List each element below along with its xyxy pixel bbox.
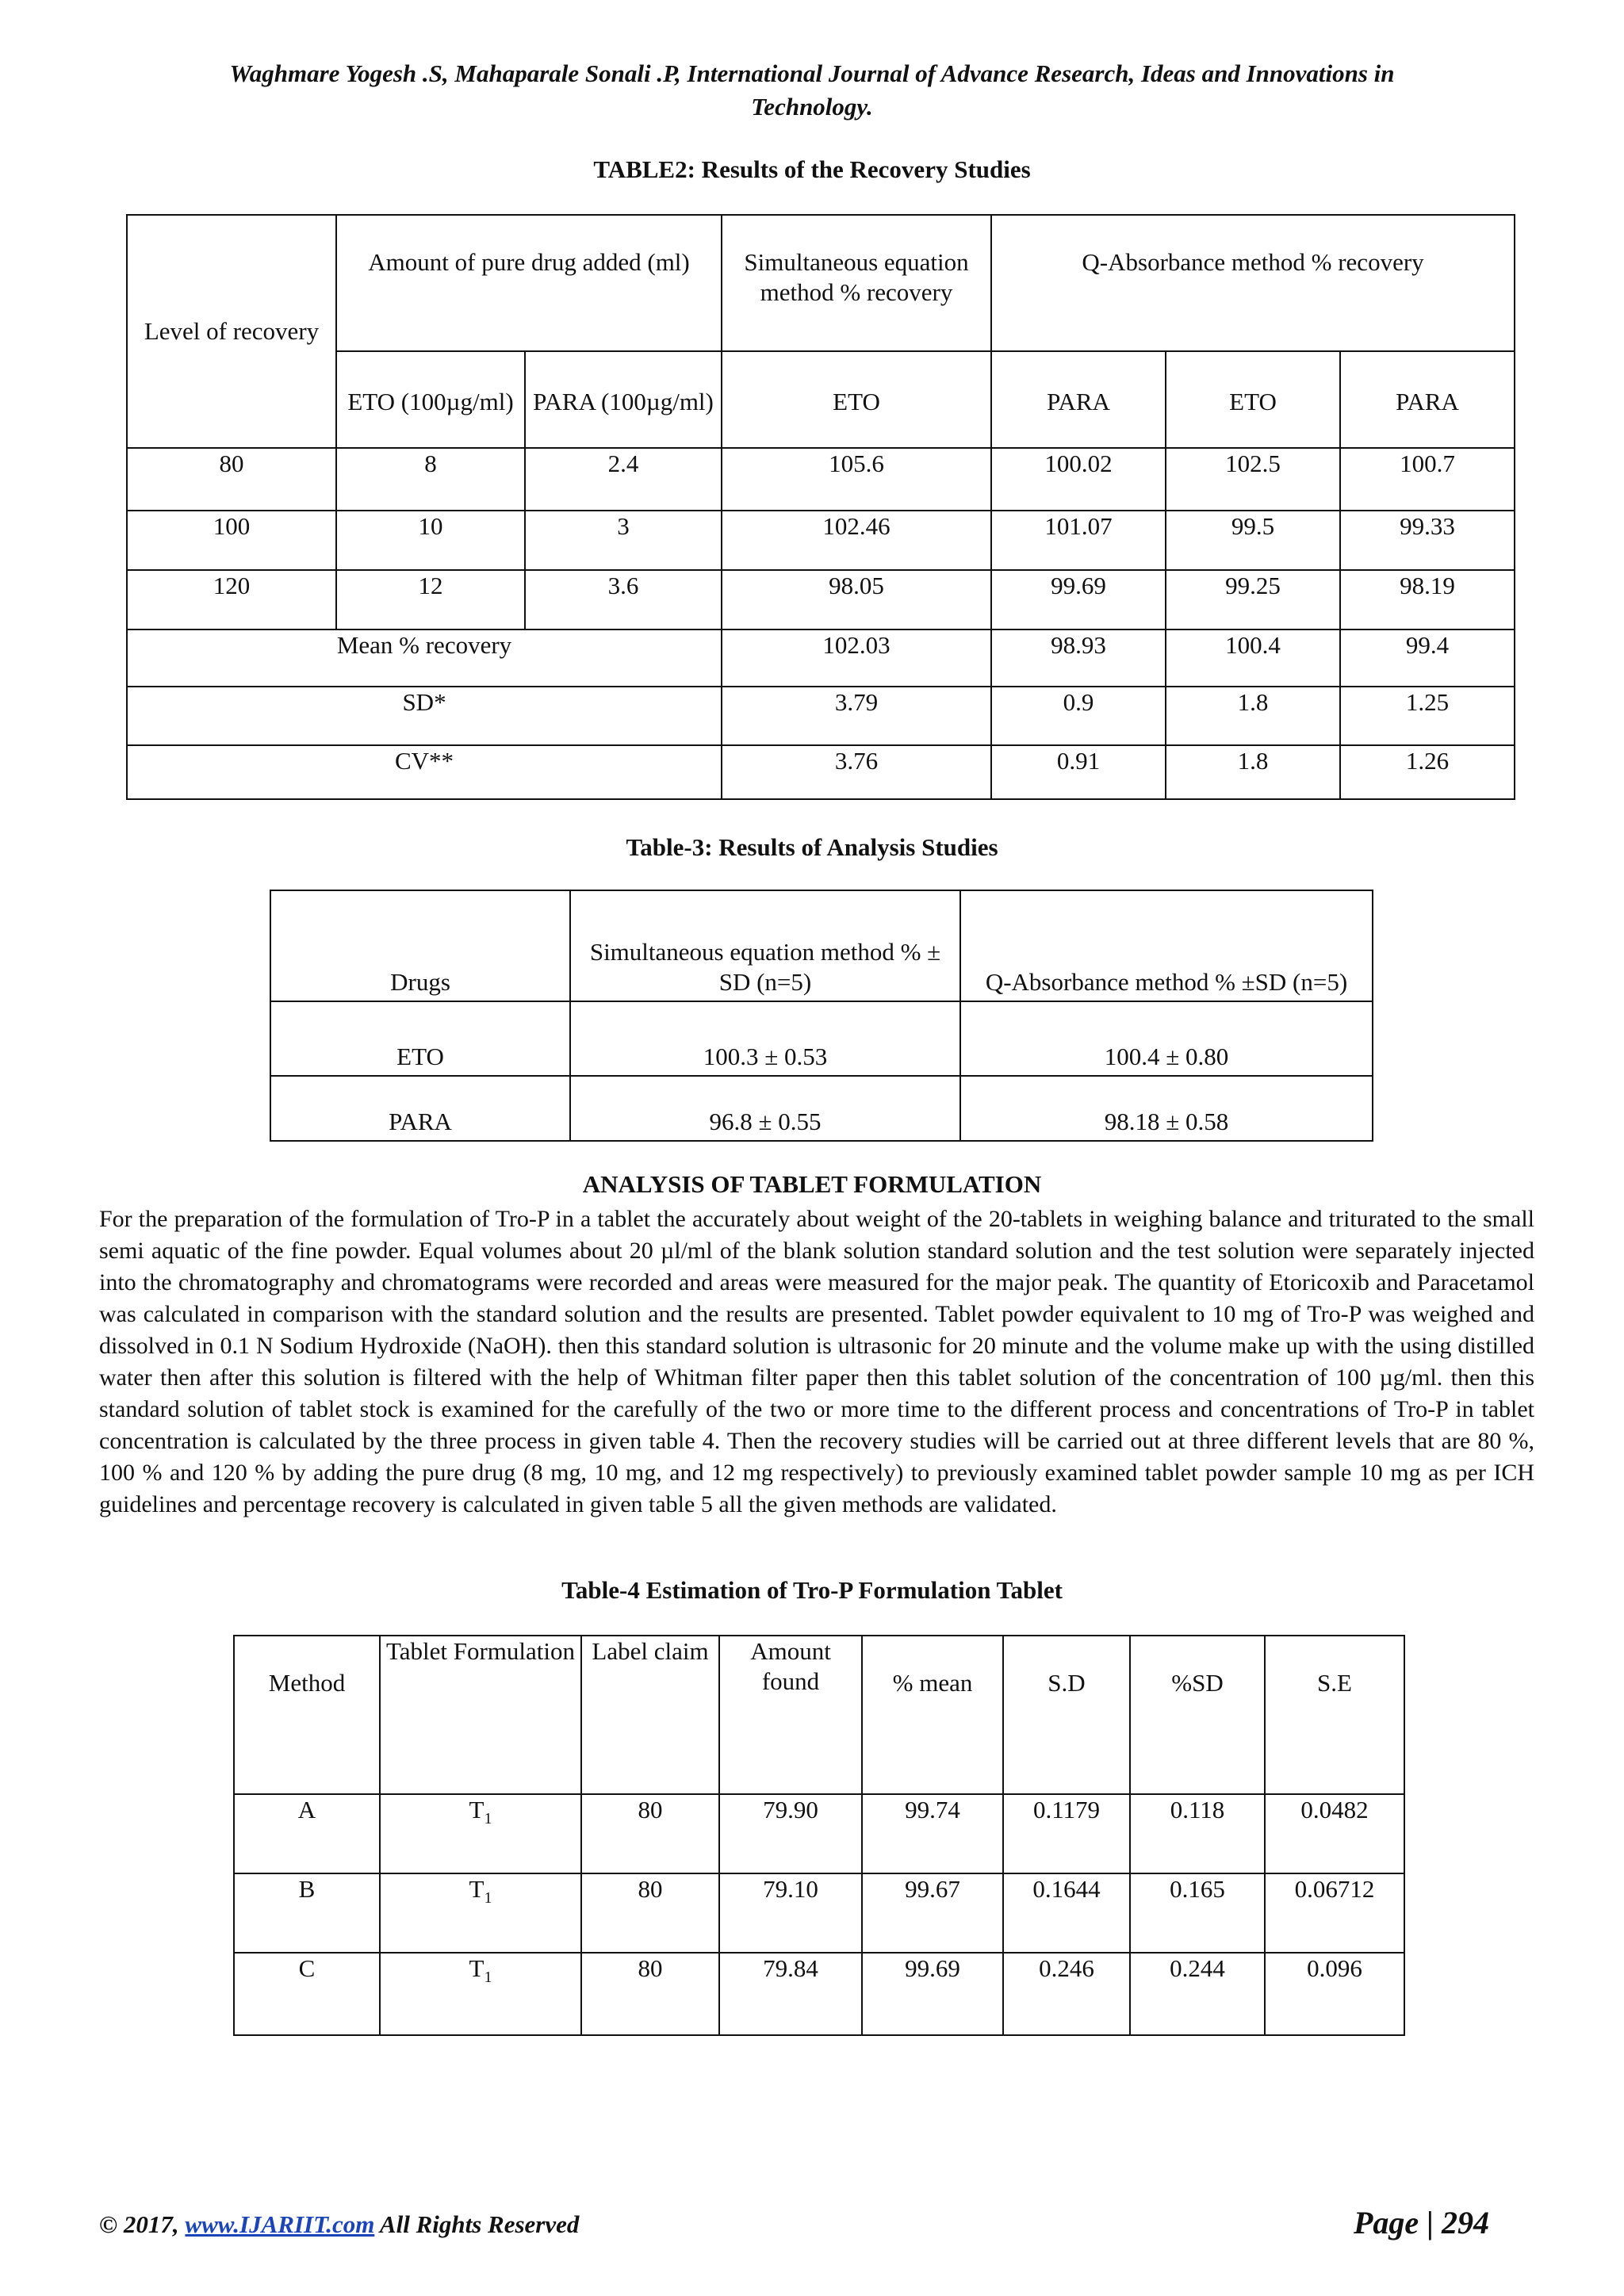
table-cell: 0.118 (1130, 1794, 1265, 1873)
table-cell: 80 (581, 1953, 719, 2035)
estimation-table (233, 1635, 1405, 2036)
rights-text: All Rights Reserved (379, 2210, 580, 2238)
table-row (234, 1953, 1404, 2035)
table-cell: 1.8 (1166, 745, 1340, 799)
table-cell: 98.18 ± 0.58 (960, 1076, 1373, 1141)
summary-row (127, 745, 1515, 799)
table-cell: 102.03 (722, 629, 991, 687)
drugs-header: Drugs (270, 890, 570, 1001)
table-cell: 0.9 (991, 687, 1166, 745)
table-cell: 79.84 (719, 1953, 862, 2035)
table-cell: 0.1644 (1003, 1873, 1130, 1953)
section-body: For the preparation of the formulation of Tro-P in a tablet the accurately about weight of the 20-tablets in weighing balance and triturated to the small semi aquatic of the fine powder. Equal volumes about 20 µl/ml of the blank solution standard solution and the test solution were separately injected into the chromatography and chromatograms were recorded and areas were measured for the major peak. The quantity of Etoricoxib and Paracetamol was calculated in comparison with the standard solution and the results are presented. Tablet powder equivalent to 10 mg of Tro-P was weighed and dissolved in 0.1 N Sodium Hydroxide (NaOH). then this standard solution is ultrasonic for 20 minute and the volume make up with the using distilled water then after this solution is filtered with the help of Whitman filter paper then this tablet solution of the concentration of 100 µg/ml. then this standard solution of tablet stock is examined for the carefully of the two or more time to the different process and concentrations of Tro-P in tablet concentration is calculated by the three process in given table 4. Then the recovery studies will be carried out at three different levels that are 80 %, 100 % and 120 % by adding the pure drug (8 mg, 10 mg, and 12 mg respectively) to previously examined tablet powder sample 10 mg as per ICH guidelines and percentage recovery is calculated in given table 5 all the given methods are validated. (99, 1206, 1534, 1517)
table-cell: 0.06712 (1265, 1873, 1404, 1953)
table-cell: 98.05 (722, 570, 991, 629)
table-cell: ETO (270, 1001, 570, 1076)
table-cell: 3 (525, 511, 722, 570)
footer-copyright (99, 2210, 579, 2239)
table-cell: B (234, 1873, 380, 1953)
table-cell: 0.0482 (1265, 1794, 1404, 1873)
table-cell: 99.4 (1340, 629, 1515, 687)
running-header (111, 57, 1513, 124)
table-cell: 96.8 ± 0.55 (570, 1076, 960, 1141)
sub-header-q-para: PARA (1340, 351, 1515, 448)
table-cell: 0.1179 (1003, 1794, 1130, 1873)
summary-label: CV** (127, 745, 722, 799)
table-cell: C (234, 1953, 380, 2035)
table-cell: 12 (336, 570, 525, 629)
page-number: Page | 294 (1354, 2205, 1489, 2241)
table-cell: 99.69 (991, 570, 1166, 629)
formulation-cell: $T_1$ (380, 1953, 581, 2035)
table-cell: A (234, 1794, 380, 1873)
table3-caption: Table-3: Results of Analysis Studies (626, 833, 998, 861)
summary-label: Mean % recovery (127, 629, 722, 687)
table-cell: 102.46 (722, 511, 991, 570)
table-cell: 1.8 (1166, 687, 1340, 745)
table-cell: 1.25 (1340, 687, 1515, 745)
table-cell: 3.76 (722, 745, 991, 799)
summary-label: SD* (127, 687, 722, 745)
table-cell: 120 (127, 570, 336, 629)
recovery-table (126, 214, 1515, 800)
table-cell: 0.246 (1003, 1953, 1130, 2035)
percent-mean-header: % mean (862, 1636, 1003, 1794)
table-cell: 99.33 (1340, 511, 1515, 570)
percent-sd-header: %SD (1130, 1636, 1265, 1794)
table-cell: 10 (336, 511, 525, 570)
label-claim-header: Label claim (581, 1636, 719, 1794)
header-line-2: Technology. (751, 93, 873, 121)
table4-caption: Table-4 Estimation of Tro-P Formulation Tablet (561, 1576, 1063, 1604)
se-header: S.E (1265, 1636, 1404, 1794)
amount-found-header: Amount found (719, 1636, 862, 1794)
table-cell: 100.4 (1166, 629, 1340, 687)
copyright-prefix: © 2017, (99, 2210, 179, 2238)
simul-header: Simultaneous equation method % recovery (722, 215, 991, 351)
simul-sd-header: Simultaneous equation method % ± SD (n=5) (570, 890, 960, 1001)
table-cell: 1.26 (1340, 745, 1515, 799)
table-cell: 0.165 (1130, 1873, 1265, 1953)
tablet-formulation-header: Tablet Formulation (380, 1636, 581, 1794)
sd-header: S.D (1003, 1636, 1130, 1794)
table-cell: 3.79 (722, 687, 991, 745)
table-cell: 80 (581, 1873, 719, 1953)
table-cell: 100 (127, 511, 336, 570)
section-heading: ANALYSIS OF TABLET FORMULATION (582, 1170, 1042, 1198)
table-cell: 105.6 (722, 448, 991, 511)
table-row (270, 1001, 1373, 1076)
table-cell: 0.91 (991, 745, 1166, 799)
table-cell: 101.07 (991, 511, 1166, 570)
table-cell: 100.4 ± 0.80 (960, 1001, 1373, 1076)
table-cell: 80 (581, 1794, 719, 1873)
sub-header-simul-eto: ETO (722, 351, 991, 448)
sub-header-para: PARA (100µg/ml) (525, 351, 722, 448)
table-cell: 0.244 (1130, 1953, 1265, 2035)
table-cell: PARA (270, 1076, 570, 1141)
table-cell: 98.93 (991, 629, 1166, 687)
table-cell: 99.5 (1166, 511, 1340, 570)
formulation-cell: $T_1$ (380, 1794, 581, 1873)
header-line-1: Waghmare Yogesh .S, Mahaparale Sonali .P, International Journal of Advance Research, Ideas and Innovations in (229, 59, 1395, 87)
site-link[interactable]: www.IJARIIT.com (185, 2210, 375, 2238)
table-cell: 99.25 (1166, 570, 1340, 629)
summary-row (127, 629, 1515, 687)
table-cell: 80 (127, 448, 336, 511)
amount-header: Amount of pure drug added (ml) (336, 215, 722, 351)
table-cell: 99.67 (862, 1873, 1003, 1953)
table-row (127, 511, 1515, 570)
formulation-cell: $T_1$ (380, 1873, 581, 1953)
sub-header-eto: ETO (100µg/ml) (336, 351, 525, 448)
table-cell: 2.4 (525, 448, 722, 511)
analysis-table (270, 890, 1373, 1142)
table-cell: 99.69 (862, 1953, 1003, 2035)
table-row (127, 448, 1515, 511)
table-cell: 3.6 (525, 570, 722, 629)
table-cell: 8 (336, 448, 525, 511)
table2-caption: TABLE2: Results of the Recovery Studies (593, 155, 1031, 183)
sub-header-simul-para: PARA (991, 351, 1166, 448)
table-row (127, 570, 1515, 629)
table-cell: 79.10 (719, 1873, 862, 1953)
method-header: Method (234, 1636, 380, 1794)
table-cell: 100.02 (991, 448, 1166, 511)
table-cell: 98.19 (1340, 570, 1515, 629)
table-row (234, 1873, 1404, 1953)
sub-header-q-eto: ETO (1166, 351, 1340, 448)
table-cell: 100.3 ± 0.53 (570, 1001, 960, 1076)
table-row (234, 1794, 1404, 1873)
qabs-header: Q-Absorbance method % recovery (991, 215, 1515, 351)
table-cell: 79.90 (719, 1794, 862, 1873)
table-cell: 99.74 (862, 1794, 1003, 1873)
summary-row (127, 687, 1515, 745)
table-cell: 100.7 (1340, 448, 1515, 511)
qabs-sd-header: Q-Absorbance method % ±SD (n=5) (960, 890, 1373, 1001)
table-cell: 102.5 (1166, 448, 1340, 511)
table-cell: 0.096 (1265, 1953, 1404, 2035)
level-header: Level of recovery (127, 215, 336, 448)
table-row (270, 1076, 1373, 1141)
